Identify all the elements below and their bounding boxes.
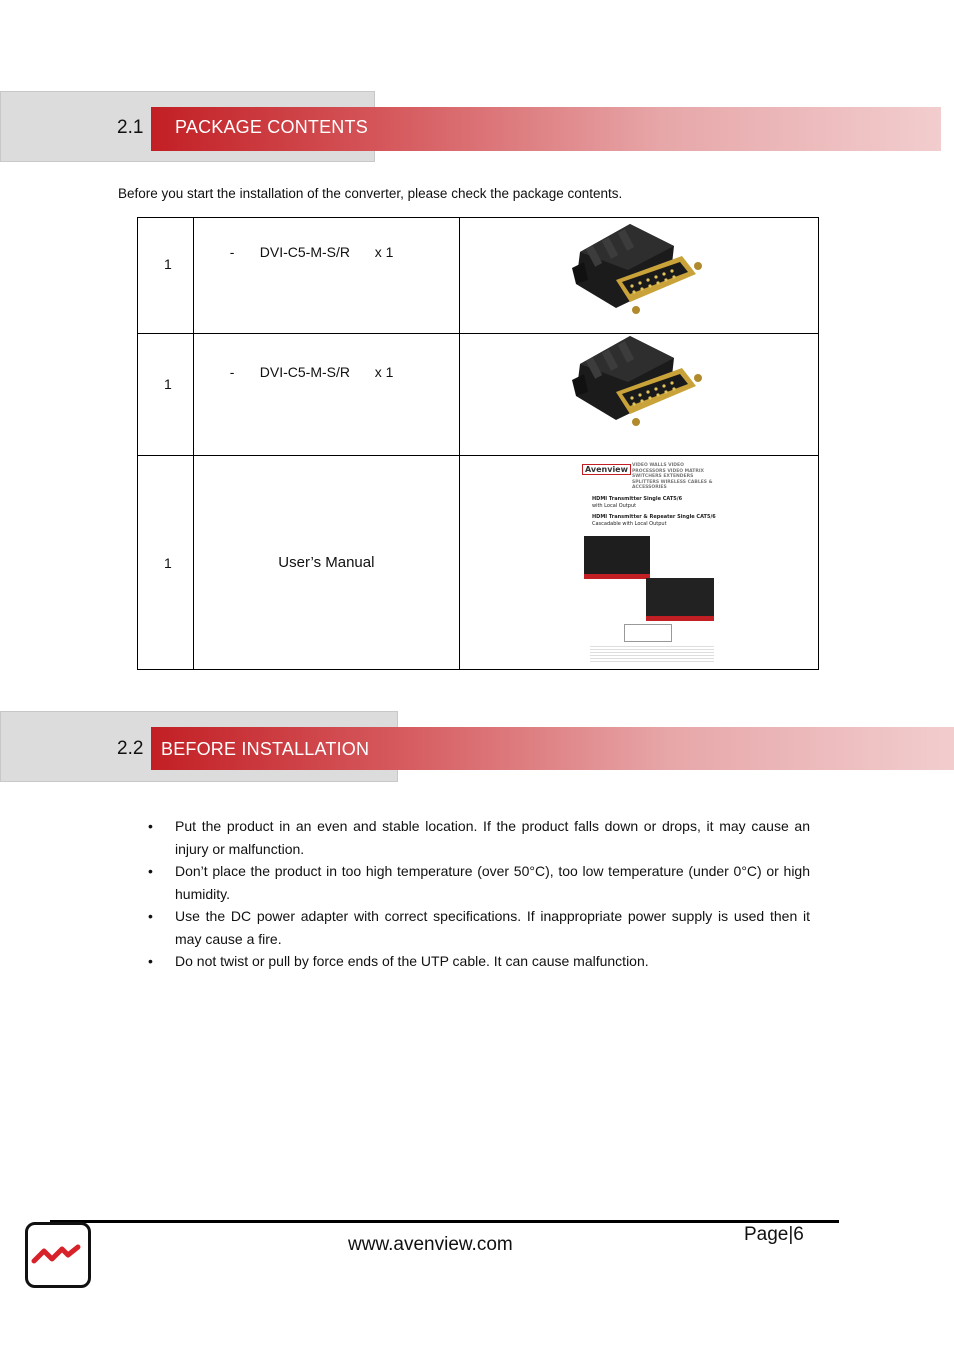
manual-line1: HDMI Transmitter Single CAT5/6	[591, 496, 683, 502]
package-table	[137, 217, 819, 670]
manual-brand: Avenview	[582, 464, 631, 475]
list-item: • Put the product in an even and stable location. If the product falls down or drops, it may cause an injury or malfunction.	[148, 815, 810, 860]
item-model: DVI-C5-M-S/R	[259, 364, 351, 380]
avenview-logo-icon	[25, 1222, 91, 1288]
manual-line2b: Cascadable with Local Output	[591, 521, 667, 527]
image-cell	[459, 456, 818, 670]
footer-rule	[50, 1220, 839, 1223]
manual-tagline: VIDEO WALLS VIDEO PROCESSORS VIDEO MATRIX SWITCHERS EXTENDERS SPLITTERS WIRELESS CABLES & ACCESSORIES	[631, 463, 713, 490]
item-count: x 1	[374, 364, 394, 380]
item-cell	[193, 456, 459, 670]
qty-cell	[138, 334, 194, 456]
dvi-connector-icon	[460, 218, 818, 330]
certification-logos	[624, 624, 672, 642]
fine-print	[590, 644, 714, 662]
item-dash: -	[229, 364, 235, 380]
table-row	[138, 334, 819, 456]
device-image	[646, 578, 714, 621]
manual-cover-icon	[580, 460, 720, 664]
section-title: BEFORE INSTALLATION	[161, 739, 370, 759]
qty-cell	[138, 218, 194, 334]
list-item: • Don’t place the product in too high temperature (over 50°C), too low temperature (under 0°C) or high humidity.	[148, 860, 810, 905]
installation-notes	[148, 815, 810, 973]
manual-line1b: with Local Output	[591, 503, 637, 509]
item-model: DVI-C5-M-S/R	[259, 244, 351, 260]
item-dash: -	[229, 244, 235, 260]
footer-url[interactable]: www.avenview.com	[348, 1234, 513, 1255]
item-cell	[193, 218, 459, 334]
intro-text: Before you start the installation of the converter, please check the package contents.	[118, 186, 623, 201]
section-number: 2.1	[117, 117, 144, 138]
item-count: x 1	[374, 244, 394, 260]
section-number: 2.2	[117, 738, 144, 759]
dvi-connector-icon	[460, 334, 818, 452]
page-number: Page|6	[744, 1224, 804, 1245]
qty-value: 1	[164, 376, 172, 392]
item-cell	[193, 334, 459, 456]
device-image	[584, 536, 650, 579]
table-row	[138, 218, 819, 334]
section-title: PACKAGE CONTENTS	[175, 117, 368, 137]
list-item: • Do not twist or pull by force ends of the UTP cable. It can cause malfunction.	[148, 950, 810, 973]
item-model: User’s Manual	[278, 554, 375, 571]
image-cell	[459, 334, 818, 456]
manual-line2: HDMI Transmitter & Repeater Single CAT5/6	[591, 514, 716, 520]
list-item: • Use the DC power adapter with correct specifications. If inappropriate power supply is used then it may cause a fire.	[148, 905, 810, 950]
table-row	[138, 456, 819, 670]
qty-value: 1	[164, 256, 172, 272]
qty-cell	[138, 456, 194, 670]
image-cell	[459, 218, 818, 334]
qty-value: 1	[164, 554, 172, 571]
